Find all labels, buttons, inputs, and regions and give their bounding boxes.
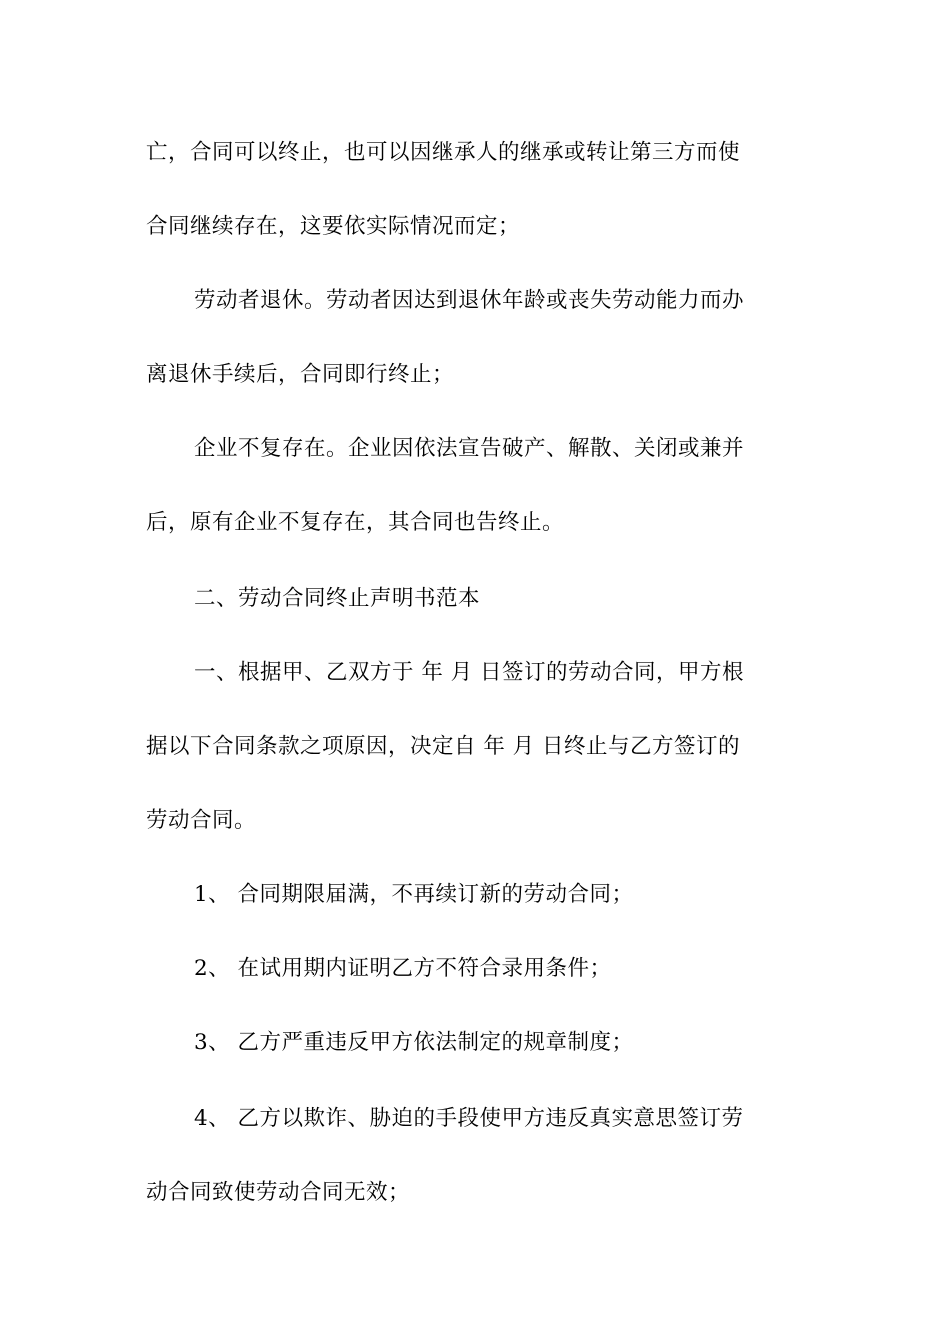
text-line: 离退休手续后，合同即行终止； (146, 362, 455, 387)
text-line: 一、根据甲、乙双方于 年 月 日签订的劳动合同，甲方根 (194, 660, 745, 685)
text-line: 劳动合同。 (146, 808, 257, 833)
text-line: 亡，合同可以终止，也可以因继承人的继承或转让第三方而使 (146, 140, 741, 165)
text-line: 劳动者退休。劳动者因达到退休年龄或丧失劳动能力而办 (194, 288, 745, 313)
text-line: 据以下合同条款之项原因，决定自 年 月 日终止与乙方签订的 (146, 734, 741, 759)
text-line: 动合同致使劳动合同无效； (146, 1180, 411, 1205)
list-item: 3、 乙方严重违反甲方依法制定的规章制度； (194, 1030, 634, 1055)
text-line: 合同继续存在，这要依实际情况而定； (146, 214, 521, 239)
list-item: 4、 乙方以欺诈、胁迫的手段使甲方违反真实意思签订劳 (194, 1106, 744, 1131)
list-item: 2、 在试用期内证明乙方不符合录用条件； (194, 956, 612, 981)
text-line: 企业不复存在。企业因依法宣告破产、解散、关闭或兼并 (194, 436, 745, 461)
list-item: 1、 合同期限届满，不再续订新的劳动合同； (194, 882, 634, 907)
text-line: 后，原有企业不复存在，其合同也告终止。 (146, 510, 565, 535)
section-heading: 二、劳动合同终止声明书范本 (194, 586, 481, 611)
